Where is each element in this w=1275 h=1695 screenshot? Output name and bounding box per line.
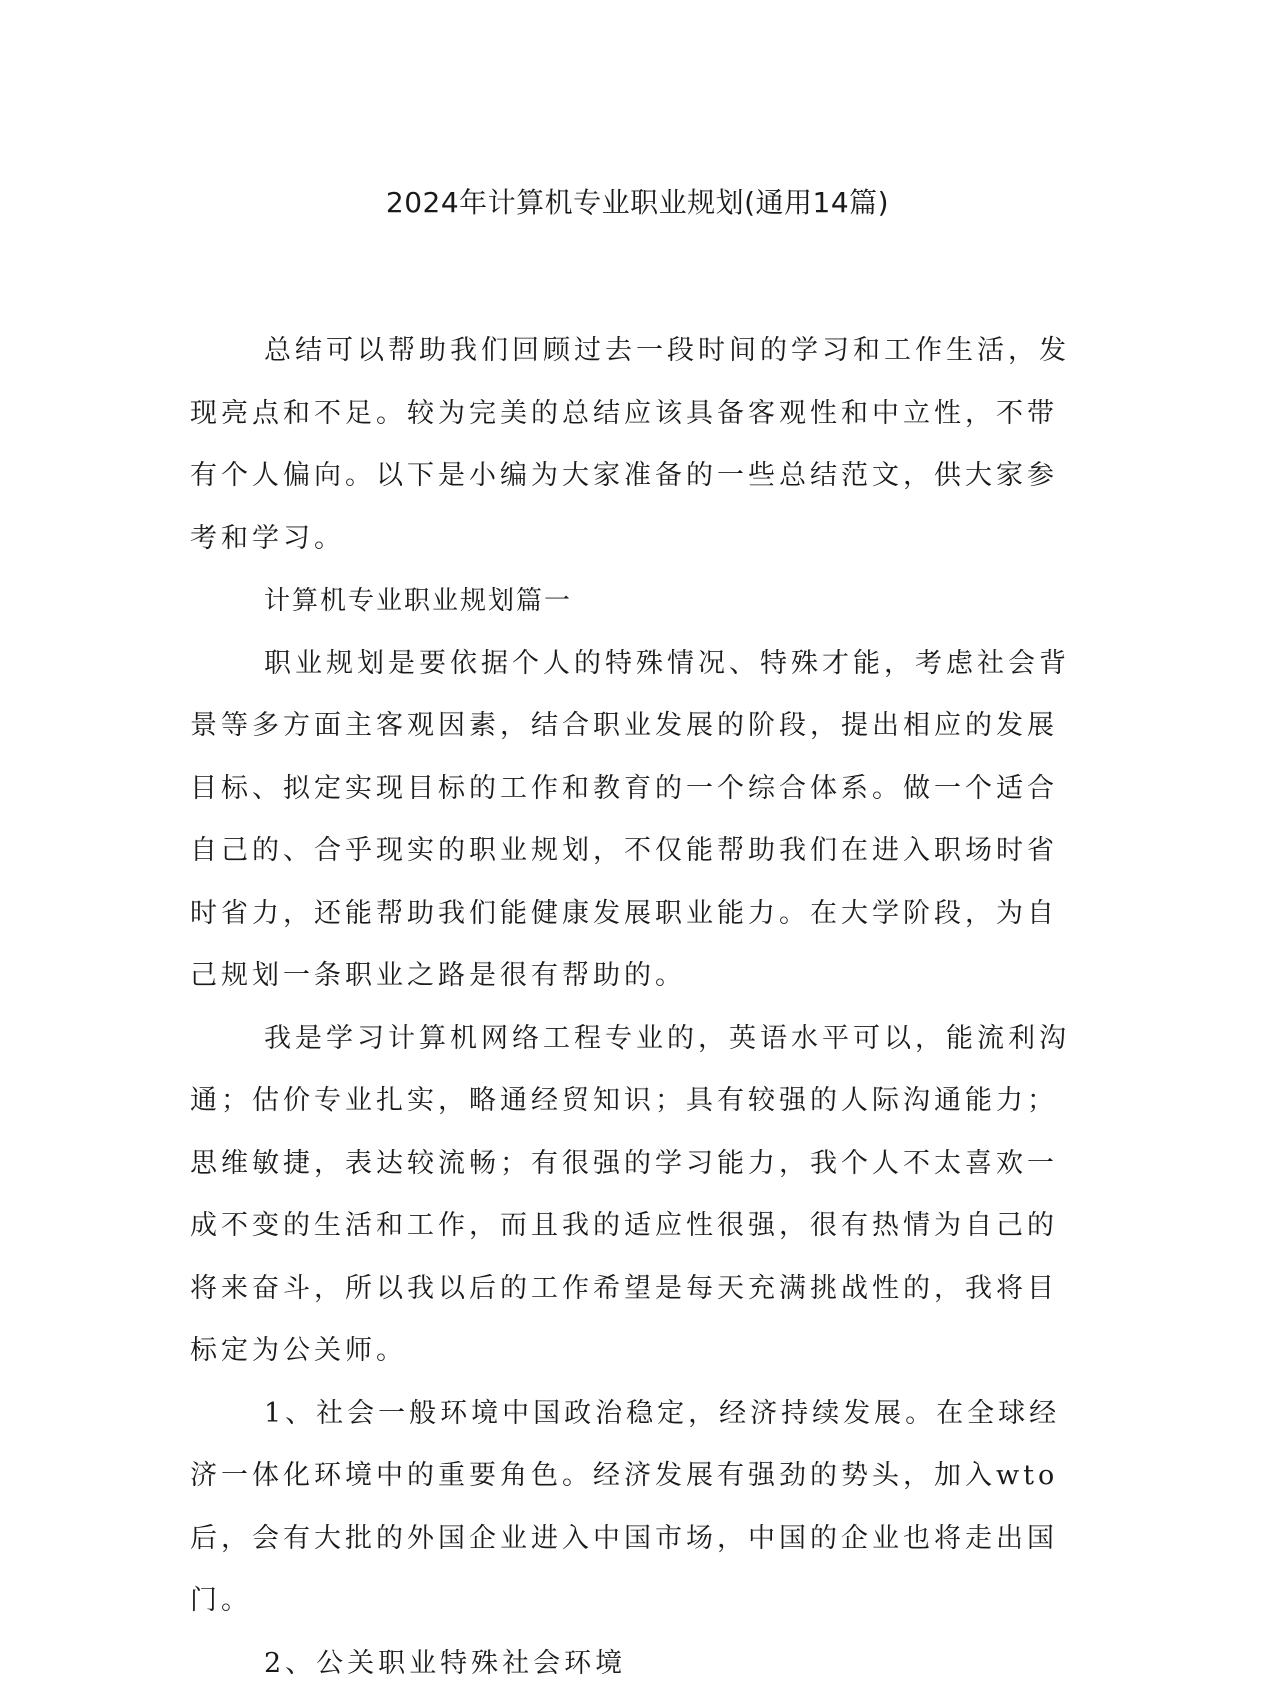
section-heading: 计算机专业职业规划篇一 (190, 570, 1086, 633)
numbered-paragraph: 1、社会一般环境中国政治稳定，经济持续发展。在全球经济一体化环境中的重要角色。经济发展有强劲的势头，加入wto后，会有大批的外国企业进入中国市场，中国的企业也将走出国门。 (190, 1383, 1086, 1633)
body-paragraph: 职业规划是要依据个人的特殊情况、特殊才能，考虑社会背景等多方面主客观因素，结合职业发展的阶段，提出相应的发展目标、拟定实现目标的工作和教育的一个综合体系。做一个适合自己的、合乎现实的职业规划，不仅能帮助我们在进入职场时省时省力，还能帮助我们能健康发展职业能力。在大学阶段，为自己规划一条职业之路是很有帮助的。 (190, 633, 1086, 1008)
intro-paragraph: 总结可以帮助我们回顾过去一段时间的学习和工作生活，发现亮点和不足。较为完美的总结应该具备客观性和中立性，不带有个人偏向。以下是小编为大家准备的一些总结范文，供大家参考和学习。 (190, 320, 1086, 570)
document-body (190, 320, 1086, 1695)
document-title: 2024年计算机专业职业规划(通用14篇) (0, 183, 1275, 223)
numbered-paragraph: 2、公关职业特殊社会环境 (190, 1633, 1086, 1695)
body-paragraph: 我是学习计算机网络工程专业的，英语水平可以，能流利沟通；估价专业扎实，略通经贸知识；具有较强的人际沟通能力；思维敏捷，表达较流畅；有很强的学习能力，我个人不太喜欢一成不变的生活和工作，而且我的适应性很强，很有热情为自己的将来奋斗，所以我以后的工作希望是每天充满挑战性的，我将目标定为公关师。 (190, 1008, 1086, 1383)
